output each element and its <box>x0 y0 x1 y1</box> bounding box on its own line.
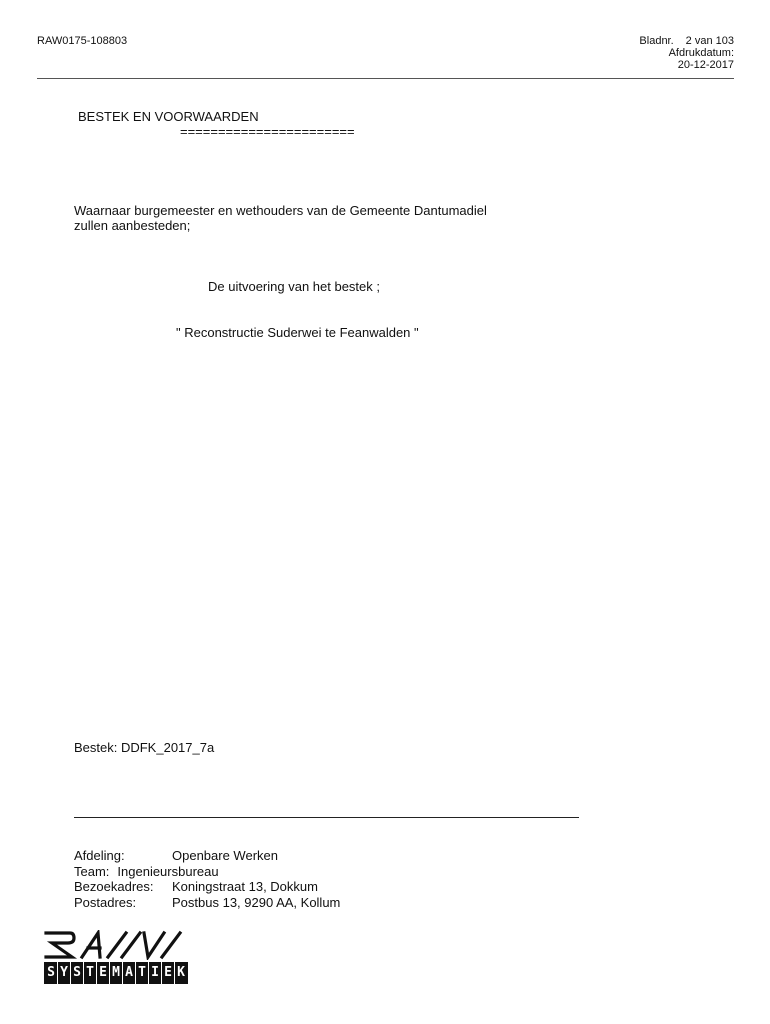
logo-letter: T <box>135 962 148 984</box>
page-number-row <box>639 35 734 47</box>
raw-logo-icon <box>44 930 192 960</box>
department-row <box>74 848 340 864</box>
raw-systematiek-logo <box>44 930 192 986</box>
systematiek-wordmark <box>44 962 188 984</box>
logo-letter: E <box>96 962 109 984</box>
logo-letter: A <box>122 962 135 984</box>
postal-address-value: Postbus 13, 9290 AA, Kollum <box>172 894 341 910</box>
intro-line-2: zullen aanbesteden; <box>74 218 191 233</box>
execution-text: De uitvoering van het bestek ; <box>208 279 380 294</box>
logo-letter: S <box>70 962 83 984</box>
document-id: RAW0175-108803 <box>37 35 128 47</box>
page-number-label: Bladnr. <box>639 35 674 47</box>
logo-letter: Y <box>57 962 70 984</box>
postal-address-row <box>74 895 340 911</box>
print-date-value: 20-12-2017 <box>677 59 734 71</box>
team-row <box>74 864 340 880</box>
contact-block <box>74 848 340 910</box>
page-info <box>639 35 734 71</box>
logo-letter: M <box>109 962 122 984</box>
page-number-value: 2 van 103 <box>685 35 734 47</box>
visit-address-value: Koningstraat 13, Dokkum <box>172 879 318 894</box>
logo-letter: S <box>47 965 55 980</box>
logo-letter: K <box>174 962 187 984</box>
logo-letter: I <box>148 962 161 984</box>
team-value: Ingenieursbureau <box>117 863 219 879</box>
postal-address-label: Postadres: <box>74 894 137 910</box>
logo-letter: T <box>83 962 96 984</box>
department-value: Openbare Werken <box>172 848 278 863</box>
intro-paragraph <box>74 203 487 233</box>
footer-divider <box>74 817 579 818</box>
logo-letter: E <box>161 962 174 984</box>
intro-line-1: Waarnaar burgemeester en wethouders van de Gemeente Dantumadiel <box>74 203 487 218</box>
department-label: Afdeling: <box>74 848 125 863</box>
visit-address-row <box>74 879 340 895</box>
team-label: Team: <box>74 863 110 879</box>
bestek-number: Bestek: DDFK_2017_7a <box>74 740 215 755</box>
document-title: BESTEK EN VOORWAARDEN <box>78 109 259 124</box>
title-underline: ======================= <box>180 124 355 139</box>
header-divider <box>37 78 734 79</box>
project-name: " Reconstructie Suderwei te Feanwalden " <box>176 325 419 340</box>
visit-address-label: Bezoekadres: <box>74 879 154 894</box>
print-date-label: Afdrukdatum: <box>668 47 734 59</box>
